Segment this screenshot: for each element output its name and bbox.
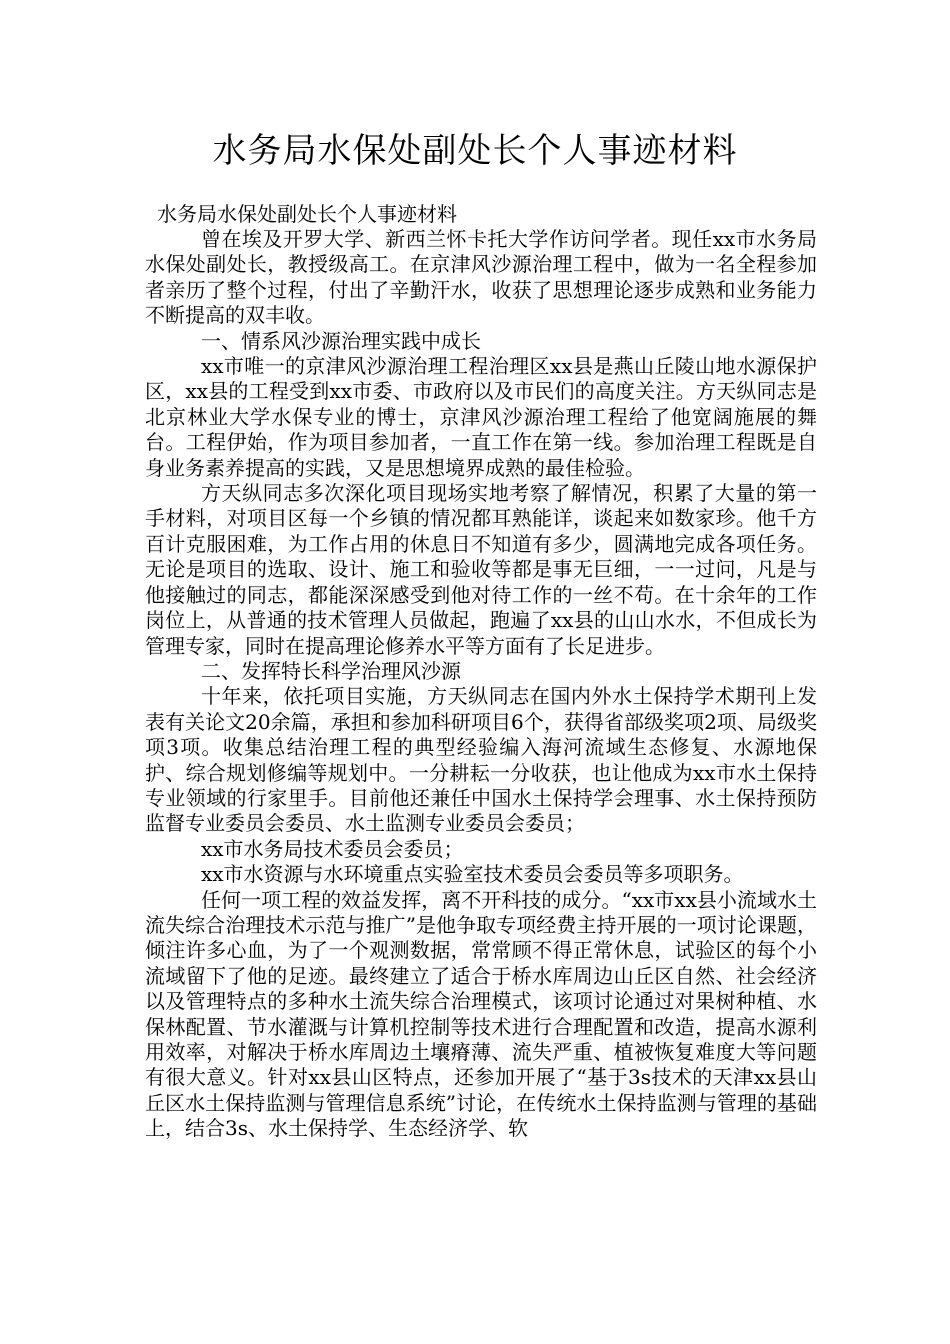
document-body bbox=[145, 202, 817, 1142]
paragraph-section1-a: xx市唯一的京津风沙源治理工程治理区xx县是燕山丘陵山地水源保护区，xx县的工程受到xx市委、市政府以及市民们的高度关注。方天纵同志是北京林业大学水保专业的博士，京津风沙源治理工程给了他宽阔施展的舞台。工程伊始，作为项目参加者，一直工作在第一线。参加治理工程既是自身业务素养提高的实践，又是思想境界成熟的最佳检验。 bbox=[145, 354, 817, 480]
paragraph-section2-c: xx市水资源与水环境重点实验室技术委员会委员等多项职务。 bbox=[201, 862, 744, 887]
paragraph-section2-d: 任何一项工程的效益发挥，离不开科技的成分。“xx市xx县小流域水土流失综合治理技术示范与推广”是他争取专项经费主持开展的一项讨论课题，倾注许多心血，为了一个观测数据，常常顾不得正常休息，试验区的每个小流域留下了他的足迹。最终建立了适合于桥水库周边山丘区自然、社会经济以及管理特点的多种水土流失综合治理模式，该项讨论通过对果树种植、水保林配置、节水灌溉与计算机控制等技术进行合理配置和改造，提高水源利用效率，对解决于桥水库周边土壤瘠薄、流失严重、植被恢复难度大等问题有很大意义。针对xx县山区特点，还参加开展了“基于3s技术的天津xx县山丘区水土保持监测与管理信息系统”讨论，在传统水土保持监测与管理的基础上，结合3s、水土保持学、生态经济学、软 bbox=[145, 887, 817, 1141]
section-heading-2: 二、发挥特长科学治理风沙源 bbox=[201, 658, 461, 683]
paragraph-section2-a: 十年来，依托项目实施，方天纵同志在国内外水土保持学术期刊上发表有关论文20余篇，承担和参加科研项目6个，获得省部级奖项2项、局级奖项3项。收集总结治理工程的典型经验编入海河流域生态修复、水源地保护、综合规划修编等规划中。一分耕耘一分收获，也让他成为xx市水土保持专业领域的行家里手。目前他还兼任中国水土保持学会理事、水土保持预防监督专业委员会委员、水土监测专业委员会委员； bbox=[145, 684, 817, 836]
paragraph-section1-b: 方天纵同志多次深化项目现场实地考察了解情况，积累了大量的第一手材料，对项目区每一个乡镇的情况都耳熟能详，谈起来如数家珍。他千方百计克服困难，为工作占用的休息日不知道有多少，圆满地完成各项任务。无论是项目的选取、设计、施工和验收等都是事无巨细，一一过问，凡是与他接触过的同志，都能深深感受到他对待工作的一丝不苟。在十余年的工作岗位上，从普通的技术管理人员做起，跑遍了xx县的山山水水，不但成长为管理专家，同时在提高理论修养水平等方面有了长足进步。 bbox=[145, 481, 817, 658]
section-heading-1: 一、情系风沙源治理实践中成长 bbox=[201, 328, 481, 353]
document-title: 水务局水保处副处长个人事迹材料 bbox=[212, 131, 738, 171]
document-subtitle: 水务局水保处副处长个人事迹材料 bbox=[157, 202, 457, 226]
paragraph-intro: 曾在埃及开罗大学、新西兰怀卡托大学作访问学者。现任xx市水务局水保处副处长，教授级高工。在京津风沙源治理工程中，做为一名全程参加者亲历了整个过程，付出了辛勤汗水，收获了思想理论逐步成熟和业务能力不断提高的双丰收。 bbox=[145, 227, 817, 328]
paragraph-section2-b: xx市水务局技术委员会委员； bbox=[201, 836, 464, 861]
